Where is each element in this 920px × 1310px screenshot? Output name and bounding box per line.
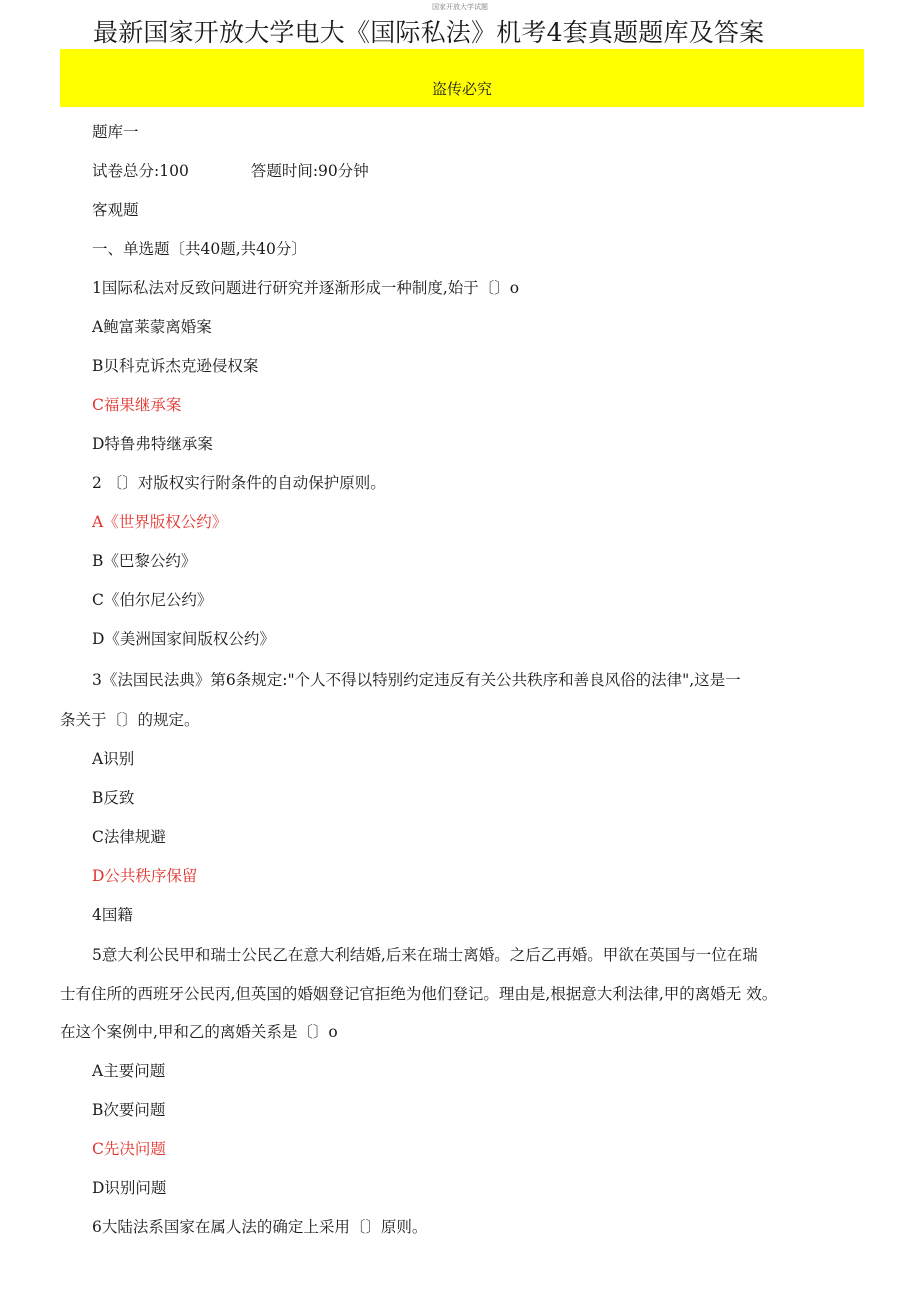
- question-1-option-a: A鲍富莱蒙离婚案: [92, 318, 212, 336]
- question-3-option-b: B反致: [92, 789, 135, 807]
- question-1-option-c-answer: C福果继承案: [92, 396, 182, 414]
- question-5-stem-line-2: 士有住所的西班牙公民丙,但英国的婚姻登记官拒绝为他们登记。理由是,根据意大利法律,甲的离婚无 效。: [60, 985, 778, 1003]
- question-bank-label: 题库一: [92, 123, 139, 141]
- question-3-option-a: A识别: [92, 750, 135, 768]
- question-3-stem-line-2: 条关于〔〕的规定。: [60, 711, 200, 729]
- question-5-stem-line-3: 在这个案例中,甲和乙的离婚关系是〔〕o: [60, 1023, 338, 1041]
- question-3-option-c: C法律规避: [92, 828, 166, 846]
- question-5-stem-line-1: 5意大利公民甲和瑞士公民乙在意大利结婚,后来在瑞士离婚。之后乙再婚。甲欲在英国与一位在瑞: [92, 946, 758, 964]
- exam-duration: 答题时间:90分钟: [250, 162, 369, 180]
- question-2-stem: 2 〔〕对版权实行附条件的自动保护原则。: [92, 474, 386, 492]
- exam-info: [92, 160, 369, 182]
- banner-text: 盗传必究: [431, 80, 492, 98]
- question-5-option-c-answer: C先决问题: [92, 1140, 166, 1158]
- question-6-stem: 6大陆法系国家在属人法的确定上采用〔〕原则。: [92, 1218, 428, 1236]
- exam-total-score: 试卷总分:100: [92, 162, 189, 180]
- question-3-option-d-answer: D公共秩序保留: [92, 867, 198, 885]
- question-4-stem: 4国籍: [92, 906, 133, 924]
- question-3-stem-line-1: 3《法国民法典》第6条规定:"个人不得以特别约定违反有关公共秩序和善良风俗的法律",这是一: [92, 671, 741, 689]
- question-2-option-b: B《巴黎公约》: [92, 552, 197, 570]
- question-1-stem: 1国际私法对反致问题进行研究并逐渐形成一种制度,始于〔〕o: [92, 279, 520, 297]
- question-1-option-d: D特鲁弗特继承案: [92, 435, 213, 453]
- question-5-option-a: A主要问题: [92, 1062, 166, 1080]
- question-2-option-c: C《伯尔尼公约》: [92, 591, 213, 609]
- question-2-option-d: D《美洲国家间版权公约》: [92, 630, 275, 648]
- watermark-banner: [60, 49, 864, 107]
- page-header-note: 国家开放大学试题: [432, 3, 488, 11]
- objective-label: 客观题: [92, 201, 139, 219]
- question-5-option-b: B次要问题: [92, 1101, 166, 1119]
- question-1-option-b: B贝科克诉杰克逊侵权案: [92, 357, 259, 375]
- question-5-option-d: D识别问题: [92, 1179, 167, 1197]
- section-heading: 一、单选题〔共40题,共40分〕: [92, 240, 307, 258]
- document-title: 最新国家开放大学电大《国际私法》机考4套真题题库及答案: [93, 18, 765, 47]
- question-2-option-a-answer: A《世界版权公约》: [92, 513, 228, 531]
